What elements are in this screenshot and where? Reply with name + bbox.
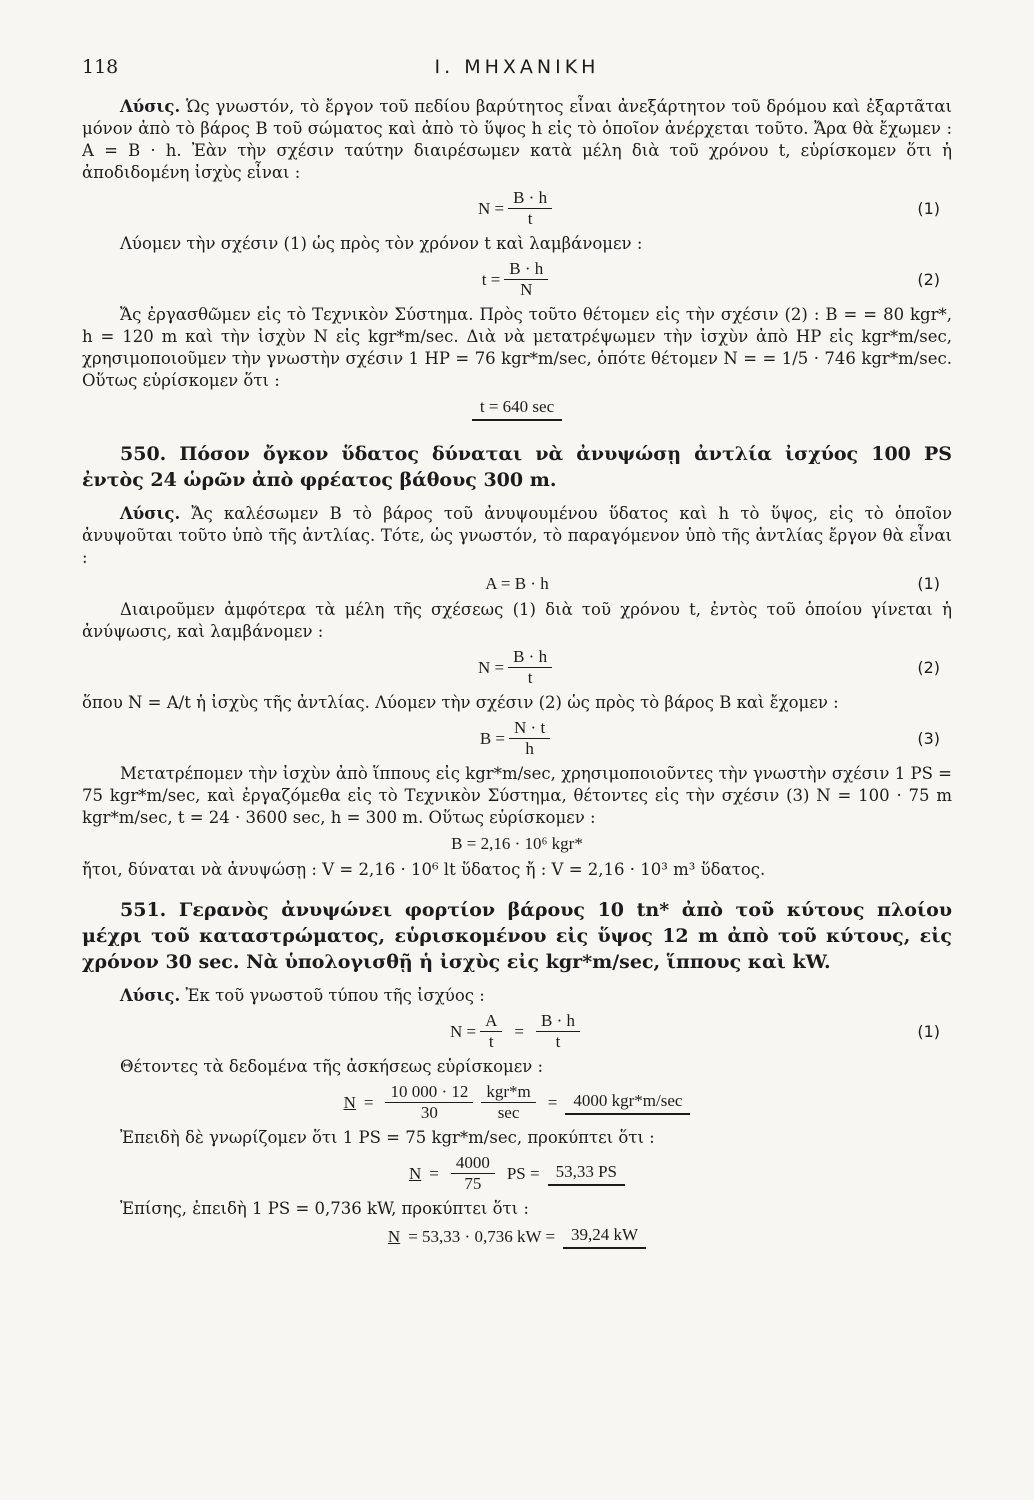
equation-expression: = 53,33 · 0,736 kW = [408, 1226, 556, 1246]
denominator: 30 [420, 1103, 438, 1122]
fraction [385, 1082, 473, 1123]
paragraph-text: Ὡς γνωστόν, τὸ ἔργον τοῦ πεδίου βαρύτητος εἶναι ἀνεξάρτητον τοῦ δρόμου καὶ ἐξαρτᾶται μόνον ἀπὸ τὸ βάρος B τοῦ σώματος καὶ ἀπὸ τὸ ὕψος h εἰς τὸ ὁποῖον ἀνέρχεται τοῦτο. Ἄρα θὰ ἔχωμεν : A = B · h. Ἐὰν τὴν σχέσιν ταύτην διαιρέσωμεν κατὰ μέλη διὰ τοῦ χρόνου t, εὑρίσκομεν ὅτι ἡ ἀποδιδομένη ἰσχὺς εἶναι : [82, 97, 952, 182]
equation [82, 647, 952, 688]
solution-label: Λύσις. [120, 504, 181, 523]
running-title: Ι. ΜΗΧΑΝΙΚΗ [434, 56, 600, 78]
numerator: A [480, 1011, 502, 1032]
solution-paragraph [82, 503, 952, 569]
equation-lhs: B = [479, 728, 505, 748]
denominator: t [555, 1032, 561, 1051]
equation-number: (3) [917, 728, 940, 748]
equation [82, 1011, 952, 1052]
numerator: N · t [509, 718, 550, 739]
equation-number: (2) [917, 269, 940, 289]
fraction [508, 647, 552, 688]
numerator: 4000 [451, 1153, 495, 1174]
equation [82, 188, 952, 229]
denominator: t [488, 1032, 494, 1051]
equation [82, 1224, 952, 1249]
equation [82, 718, 952, 759]
denominator: t [527, 668, 533, 687]
solution-paragraph [82, 985, 952, 1007]
page-header [82, 56, 952, 86]
denominator: h [525, 739, 534, 758]
equation [82, 396, 952, 421]
paragraph-text: Ἄς ἐργασθῶμεν εἰς τὸ Τεχνικὸν Σύστημα. Πρὸς τοῦτο θέτομεν εἰς τὴν σχέσιν (2) : B = = 80 kgr*, h = 120 m καὶ τὴν ἰσχὺν N εἰς kgr*m/sec. Διὰ νὰ μετατρέψωμεν τὴν ἰσχὺν ἀπὸ HP εἰς kgr*m/sec, χρησιμοποιοῦμεν τὴν γνωστὴν σχέσιν 1 HP = 76 kgr*m/sec, ὁπότε θέτομεν N = = 1/5 · 746 kgr*m/sec. Οὕτως εὑρίσκομεν ὅτι : [82, 305, 952, 390]
result-expression: 53,33 PS [548, 1161, 625, 1186]
equation-lhs: N = [477, 657, 505, 677]
denominator: sec [497, 1103, 520, 1122]
denominator: N [520, 280, 533, 299]
paragraph-text: Διαιροῦμεν ἀμφότερα τὰ μέλη τῆς σχέσεως (1) διὰ τοῦ χρόνου t, ἐντὸς τοῦ ὁποίου γίνεται ἡ ἀνύψωσις, καὶ λαμβάνομεν : [82, 600, 952, 641]
equation-number: (1) [917, 198, 940, 218]
equation-number: (2) [917, 657, 940, 677]
paragraph-text: Ἐπειδὴ δὲ γνωρίζομεν ὅτι 1 PS = 75 kgr*m/sec, προκύπτει ὅτι : [120, 1128, 655, 1147]
solution-paragraph [82, 96, 952, 184]
problem-551-title: 551. Γερανὸς ἀνυψώνει φορτίον βάρους 10 tn* ἀπὸ τοῦ κύτους πλοίου μέχρι τοῦ καταστρώματος, εὑρισκομένου εἰς ὕψος 12 m ἀπὸ τοῦ κύτους, εἰς χρόνον 30 sec. Νὰ ὑπολογισθῇ ἡ ἰσχὺς εἰς kgr*m/sec, ἵππους καὶ kW. [82, 899, 952, 973]
paragraph-text: Ἐπίσης, ἐπειδὴ 1 PS = 0,736 kW, προκύπτει ὅτι : [120, 1199, 529, 1218]
equals-sign: = [429, 1163, 439, 1183]
paragraph-text: Ἐκ τοῦ γνωστοῦ τύπου τῆς ἰσχύος : [180, 986, 485, 1005]
paragraph-text: Μετατρέπομεν τὴν ἰσχὺν ἀπὸ ἵππους εἰς kgr*m/sec, χρησιμοποιοῦντες τὴν γνωστὴν σχέσιν 1 PS = 75 kgr*m/sec, καὶ ἐργαζόμεθα εἰς τὸ Τεχνικὸν Σύστημα, θέτοντες εἰς τὴν σχέσιν (3) N = 100 · 75 m kgr*m/sec, t = 24 · 3600 sec, h = 300 m. Οὕτως εὑρίσκομεν : [82, 764, 952, 827]
equation-lhs: N [408, 1163, 422, 1183]
paragraph-text: ὅπου N = A/t ἡ ἰσχὺς τῆς ἀντλίας. Λύομεν τὴν σχέσιν (2) ὡς πρὸς τὸ βάρος B καὶ ἔχομεν : [82, 693, 839, 712]
unit-text: PS = [506, 1163, 540, 1183]
page-content [82, 96, 952, 1253]
paragraph-text: Θέτοντες τὰ δεδομένα τῆς ἀσκήσεως εὑρίσκομεν : [120, 1057, 544, 1076]
solution-label: Λύσις. [120, 97, 181, 116]
equation [82, 1153, 952, 1194]
paragraph-text: ἤτοι, δύναται νὰ ἀνυψώσῃ : V = 2,16 · 10⁶ lt ὕδατος ἤ : V = 2,16 · 10³ m³ ὕδατος. [82, 860, 766, 879]
equation-lhs: N [343, 1092, 356, 1112]
equals-sign: = [547, 1092, 558, 1112]
page-number: 118 [82, 56, 119, 78]
numerator: 10 000 · 12 [385, 1082, 473, 1103]
result-expression: 4000 kgr*m/sec [565, 1090, 690, 1115]
equation-lhs: N = [477, 198, 505, 218]
numerator: kgr*m [481, 1082, 535, 1103]
equation [82, 573, 952, 595]
equals-sign: = [514, 1021, 524, 1041]
solution-label: Λύσις. [120, 986, 181, 1005]
numerator: B · h [508, 188, 552, 209]
equation [82, 1082, 952, 1123]
equation-lhs: N = [450, 1021, 477, 1041]
fraction [480, 1011, 502, 1052]
numerator: B · h [504, 259, 548, 280]
fraction [508, 188, 552, 229]
denominator: 75 [464, 1174, 482, 1193]
fraction [504, 259, 548, 300]
equation-lhs: t = [481, 269, 501, 289]
result-expression: t = 640 sec [472, 396, 562, 421]
fraction [536, 1011, 580, 1052]
paragraph-text: Λύομεν τὴν σχέσιν (1) ὡς πρὸς τὸν χρόνον t καὶ λαμβάνομεν : [120, 234, 643, 253]
equation-expression: B = 2,16 · 10⁶ kgr* [451, 834, 583, 853]
fraction [509, 718, 550, 759]
fraction [451, 1153, 495, 1194]
problem-550-title: 550. Πόσον ὄγκον ὕδατος δύναται νὰ ἀνυψώσῃ ἀντλία ἰσχύος 100 PS ἐντὸς 24 ὡρῶν ἀπὸ φρέατος βάθους 300 m. [82, 443, 952, 491]
equation-expression: A = B · h [485, 574, 549, 593]
fraction [481, 1082, 535, 1123]
denominator: t [527, 209, 533, 228]
numerator: B · h [536, 1011, 580, 1032]
result-expression: 39,24 kW [563, 1224, 646, 1249]
equation [82, 833, 952, 855]
equation-number: (1) [917, 1021, 940, 1041]
equation-lhs: N [387, 1226, 401, 1246]
numerator: B · h [508, 647, 552, 668]
equation-number: (1) [917, 574, 940, 593]
equation [82, 259, 952, 300]
paragraph-text: Ἄς καλέσωμεν B τὸ βάρος τοῦ ἀνυψουμένου ὕδατος καὶ h τὸ ὕψος, εἰς τὸ ὁποῖον ἀνυψοῦται τοῦτο ὑπὸ τῆς ἀντλίας. Τότε, ὡς γνωστόν, τὸ παραγόμενον ὑπὸ τῆς ἀντλίας ἔργον θὰ εἶναι : [82, 504, 952, 567]
equals-sign: = [363, 1092, 374, 1112]
